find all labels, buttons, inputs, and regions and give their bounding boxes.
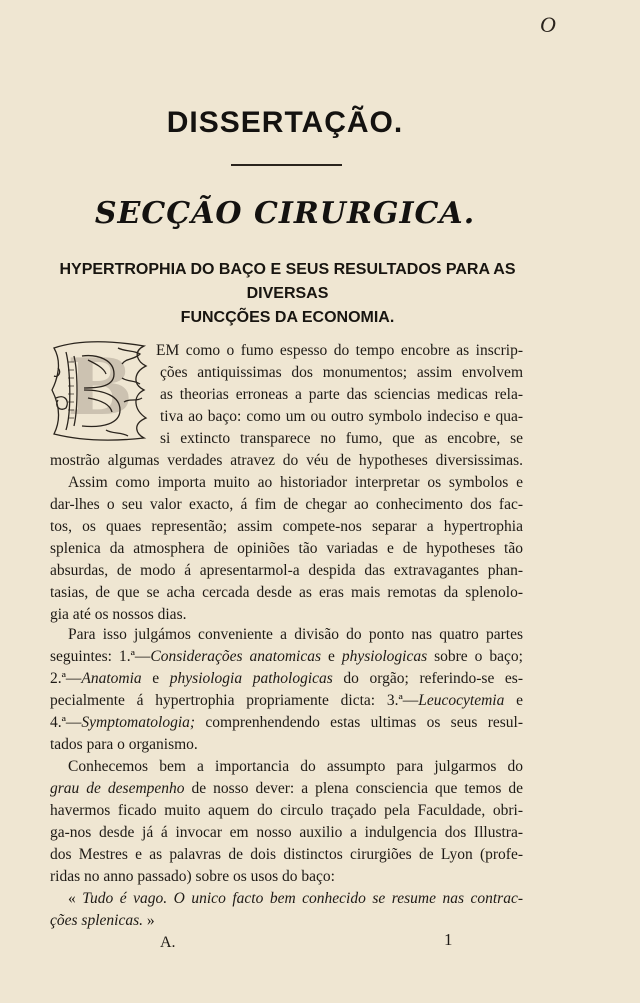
- text-run: sobre o baço;: [427, 648, 523, 665]
- text-run: de nosso dever: a plena consciencia que temos de: [184, 780, 523, 797]
- text-line: Para isso julgámos conveniente a divisão do ponto nas quatro partes: [68, 626, 523, 643]
- text-line: havermos ficado muito aquem do circulo traçado pela Faculdade, obri-: [50, 802, 523, 819]
- text-line: [50, 692, 523, 710]
- section-heading: SECÇÃO CIRURGICA.: [94, 196, 476, 231]
- text-run: 2.ª—: [50, 670, 82, 687]
- text-line: [50, 912, 250, 930]
- text-line: mostrão algumas verdades atravez do véu de hypotheses diversissimas.: [50, 452, 523, 469]
- text-run-italic: Symptomatologia;: [81, 714, 196, 731]
- page-corner-mark: O: [540, 12, 556, 37]
- text-run: »: [142, 912, 155, 929]
- text-run-italic: Anatomia: [81, 670, 142, 687]
- ornamental-drop-cap: [48, 338, 152, 442]
- drop-cap-letter: B: [67, 342, 133, 433]
- text-line: ções antiquissimas dos monumentos; assim envolvem: [160, 364, 523, 381]
- signature-mark: A.: [160, 934, 176, 951]
- text-line: Conhecemos bem a importancia do assumpto para julgarmos do: [68, 758, 523, 775]
- text-line: si extincto transparece no fumo, que as encobre, se: [160, 430, 523, 447]
- text-run: seguintes: 1.ª—: [50, 648, 151, 665]
- text-run: e: [504, 692, 523, 709]
- text-run: e: [320, 648, 342, 665]
- text-run: 4.ª—: [50, 714, 82, 731]
- text-line: tasias, de que se acha cercada desde as eras mais remotas da splenolo-: [50, 584, 523, 601]
- text-line: dar-lhes o seu valor exacto, á fim de chegar ao conhecimento dos fac-: [50, 496, 523, 513]
- text-line: as theorias erroneas a parte das sciencias medicas rela-: [160, 386, 523, 403]
- text-run-italic: physiologicas: [341, 648, 428, 665]
- text-run-italic: ções splenicas.: [50, 912, 143, 929]
- text-line: EM como o fumo espesso do tempo encobre as inscrip-: [156, 342, 523, 359]
- text-line: [50, 780, 523, 798]
- text-run-italic: grau de desempenho: [50, 780, 185, 797]
- text-line: ridas no anno passado) sobre os usos do baço:: [50, 868, 335, 885]
- text-line: tiva ao baço: como um ou outro symbolo indeciso e qua-: [160, 408, 523, 425]
- text-line: absurdas, de modo á apresentarmol-a despida das extravagantes phan-: [50, 562, 523, 579]
- text-line: [50, 648, 523, 666]
- text-line: [50, 714, 523, 732]
- text-run-italic: Considerações anatomicas: [150, 648, 321, 665]
- text-line: [50, 670, 523, 688]
- text-line: [68, 890, 523, 908]
- text-line: dos Mestres e as palavras de dois distinctos cirurgiões de Lyon (profe-: [50, 846, 523, 863]
- page-number: 1: [444, 930, 453, 949]
- text-line: splenica da atmosphera de opiniões tão variadas e de hypotheses tão: [50, 540, 523, 557]
- text-run-italic: Leucocytemia: [418, 692, 505, 709]
- chapter-subtitle: [45, 258, 530, 330]
- text-run: «: [68, 890, 83, 907]
- text-line: Assim como importa muito ao historiador interpretar os symbolos e: [68, 474, 523, 491]
- subtitle-line-1: HYPERTROPHIA DO BAÇO E SEUS RESULTADOS PARA AS DIVERSAS: [59, 261, 516, 302]
- text-line: gia até os nossos dias.: [50, 606, 187, 623]
- text-run: pecialmente á hypertrophia propriamente dicta: 3.ª—: [50, 692, 419, 709]
- text-line: ga-nos desde já á invocar em nosso auxilio a indulgencia dos Illustra-: [50, 824, 523, 841]
- text-run-italic: Tudo é vago. O unico facto bem conhecido se resume nas contrac-: [82, 890, 524, 907]
- text-run: do orgão; referindo-se es-: [332, 670, 523, 687]
- text-line: tados para o organismo.: [50, 736, 198, 753]
- text-line: tos, os quaes representão; assim compete-nos separar a hypertrophia: [50, 518, 523, 535]
- title-divider: [231, 164, 342, 166]
- text-run-italic: physiologia pathologicas: [169, 670, 333, 687]
- text-run: comprenhendendo estas ultimas os seus resul-: [195, 714, 523, 731]
- subtitle-line-2: FUNCÇÕES DA ECONOMIA.: [180, 309, 395, 326]
- dissertation-title: DISSERTAÇÃO.: [166, 106, 404, 139]
- text-run: e: [141, 670, 170, 687]
